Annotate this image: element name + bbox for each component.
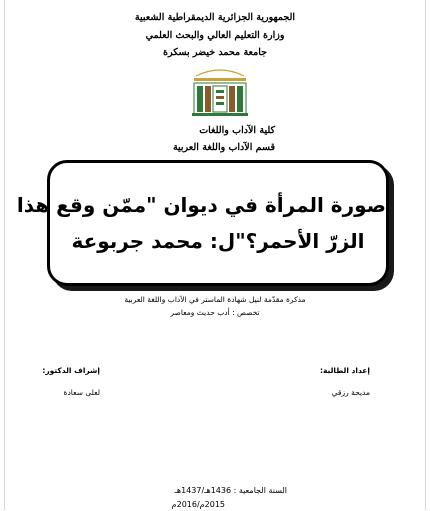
academic-year-hijri: السنة الجامعية : 1436هـ/1437هـ [174, 486, 287, 495]
thesis-title-line-2: الزرّ الأحمر؟"ل: محمد جربوعة [71, 229, 365, 253]
student-name: مديحة رزقي [331, 388, 370, 397]
thesis-title-box [16, 160, 389, 286]
academic-year-gregorian: 2015م/2016م [171, 500, 225, 509]
faculty-name: كلية الآداب واللغات [199, 125, 275, 136]
supervisor-block [42, 365, 100, 398]
university-logo-icon [188, 66, 252, 116]
university-heading: جامعة محمد خيضر بسكرة [163, 47, 267, 58]
department-name: قسم الآداب واللغة العربية [172, 142, 275, 153]
supervisor-label: إشراف الدكتور: [42, 366, 100, 375]
supervisor-name: لعلى سعادة [63, 388, 100, 397]
specialization: تخصص : أدب حديث ومعاصر [170, 308, 260, 317]
degree-statement: مذكرة مقدّمة لنيل شهادة الماستر في الآداب واللغة العربية [124, 295, 306, 304]
document-page [4, 0, 426, 510]
republic-heading: الجمهورية الجزائرية الديمقراطية الشعبية [134, 12, 296, 23]
student-block [320, 365, 370, 398]
thesis-title-line-1: صورة المرأة في ديوان "ممّن وقع هذا [16, 193, 386, 217]
ministry-heading: وزارة التعليم العالي والبحث العلمي [145, 30, 285, 41]
student-label: إعداد الطالبة: [320, 366, 370, 375]
